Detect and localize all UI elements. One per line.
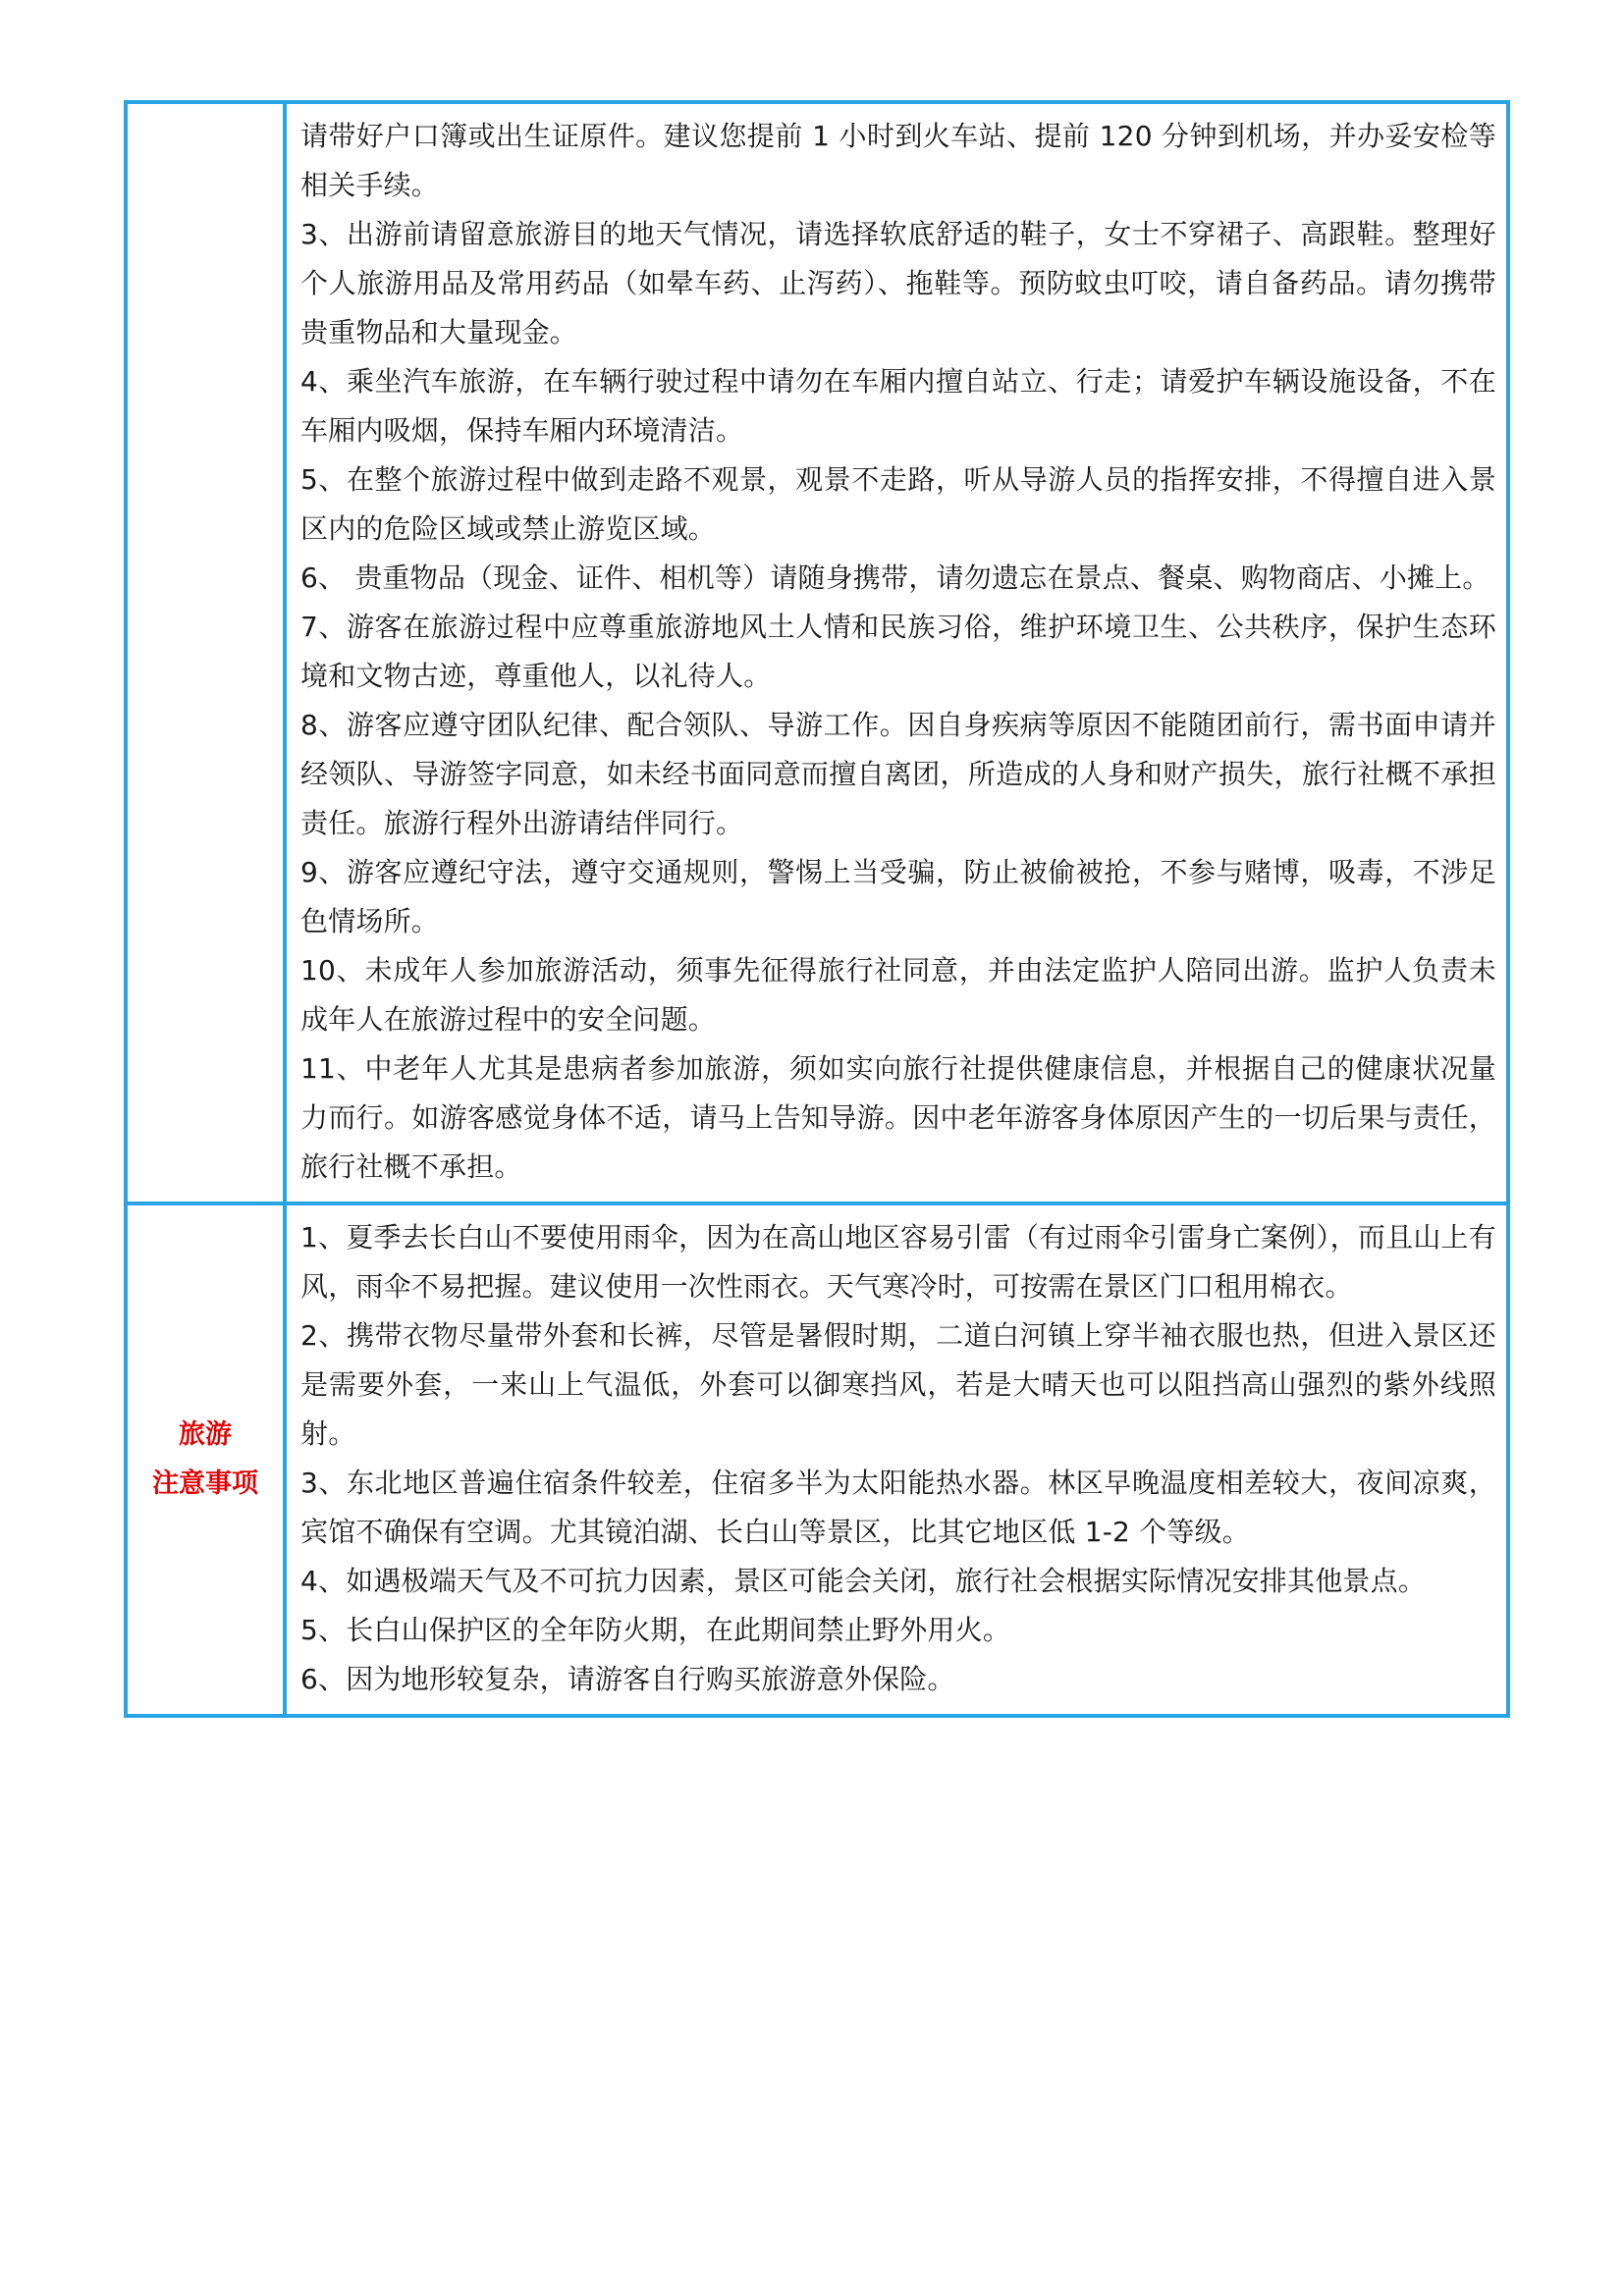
- note-paragraph: 1、夏季去长白山不要使用雨伞，因为在高山地区容易引雷（有过雨伞引雷身亡案例），而且山上有风，雨伞不易把握。建议使用一次性雨衣。天气寒冷时，可按需在景区门口租用棉衣。: [300, 1221, 1496, 1303]
- row-label-cell: [126, 102, 285, 1203]
- note-paragraph: 2、携带衣物尽量带外套和长裤，尽管是暑假时期，二道白河镇上穿半袖衣服也热，但进入景区还是需要外套，一来山上气温低，外套可以御寒挡风，若是大晴天也可以阻挡高山强烈的紫外线照射。: [300, 1319, 1496, 1450]
- table-row-general-notes: [126, 102, 1508, 1203]
- note-paragraph: 11、中老年人尤其是患病者参加旅游，须如实向旅行社提供健康信息，并根据自己的健康状况量力而行。如游客感觉身体不适，请马上告知导游。因中老年游客身体原因产生的一切后果与责任，旅行社概不承担。: [300, 1052, 1496, 1183]
- note-paragraph: 3、出游前请留意旅游目的地天气情况，请选择软底舒适的鞋子，女士不穿裙子、高跟鞋。整理好个人旅游用品及常用药品（如晕车药、止泻药）、拖鞋等。预防蚊虫叮咬，请自备药品。请勿携带贵重物品和大量现金。: [300, 218, 1496, 348]
- note-paragraph: 10、未成年人参加旅游活动，须事先征得旅行社同意，并由法定监护人陪同出游。监护人负责未成年人在旅游过程中的安全问题。: [300, 954, 1496, 1036]
- row-label-cell: [126, 1203, 285, 1716]
- row-label-line1: 旅游: [179, 1419, 232, 1450]
- table-row-travel-precautions: [126, 1203, 1508, 1716]
- note-paragraph: 3、东北地区普遍住宿条件较差，住宿多半为太阳能热水器。林区早晚温度相差较大，夜间凉爽，宾馆不确保有空调。尤其镜泊湖、长白山等景区，比其它地区低 1-2 个等级。: [300, 1467, 1496, 1548]
- row-content-cell: [285, 102, 1508, 1203]
- note-paragraph: 6、 贵重物品（现金、证件、相机等）请随身携带，请勿遗忘在景点、餐桌、购物商店、小摊上。: [300, 561, 1490, 594]
- note-paragraph: 请带好户口簿或出生证原件。建议您提前 1 小时到火车站、提前 120 分钟到机场，并办妥安检等相关手续。: [300, 120, 1496, 201]
- row-content-cell: [285, 1203, 1508, 1716]
- note-paragraph: 8、游客应遵守团队纪律、配合领队、导游工作。因自身疾病等原因不能随团前行，需书面申请并经领队、导游签字同意，如未经书面同意而擅自离团，所造成的人身和财产损失，旅行社概不承担责任。旅游行程外出游请结伴同行。: [300, 709, 1496, 839]
- note-paragraph: 6、因为地形较复杂，请游客自行购买旅游意外保险。: [300, 1663, 955, 1695]
- note-paragraph: 5、长白山保护区的全年防火期，在此期间禁止野外用火。: [300, 1614, 1011, 1646]
- note-paragraph: 5、在整个旅游过程中做到走路不观景，观景不走路，听从导游人员的指挥安排，不得擅自进入景区内的危险区域或禁止游览区域。: [300, 463, 1496, 545]
- row-label-line2: 注意事项: [152, 1468, 258, 1499]
- note-paragraph: 7、游客在旅游过程中应尊重旅游地风土人情和民族习俗，维护环境卫生、公共秩序，保护生态环境和文物古迹，尊重他人，以礼待人。: [300, 611, 1496, 692]
- note-paragraph: 9、游客应遵纪守法，遵守交通规则，警惕上当受骗，防止被偷被抢，不参与赌博，吸毒，不涉足色情场所。: [300, 856, 1496, 937]
- travel-notes-table: [124, 100, 1510, 1718]
- note-paragraph: 4、如遇极端天气及不可抗力因素，景区可能会关闭，旅行社会根据实际情况安排其他景点。: [300, 1565, 1427, 1597]
- note-paragraph: 4、乘坐汽车旅游，在车辆行驶过程中请勿在车厢内擅自站立、行走；请爱护车辆设施设备，不在车厢内吸烟，保持车厢内环境清洁。: [300, 365, 1496, 447]
